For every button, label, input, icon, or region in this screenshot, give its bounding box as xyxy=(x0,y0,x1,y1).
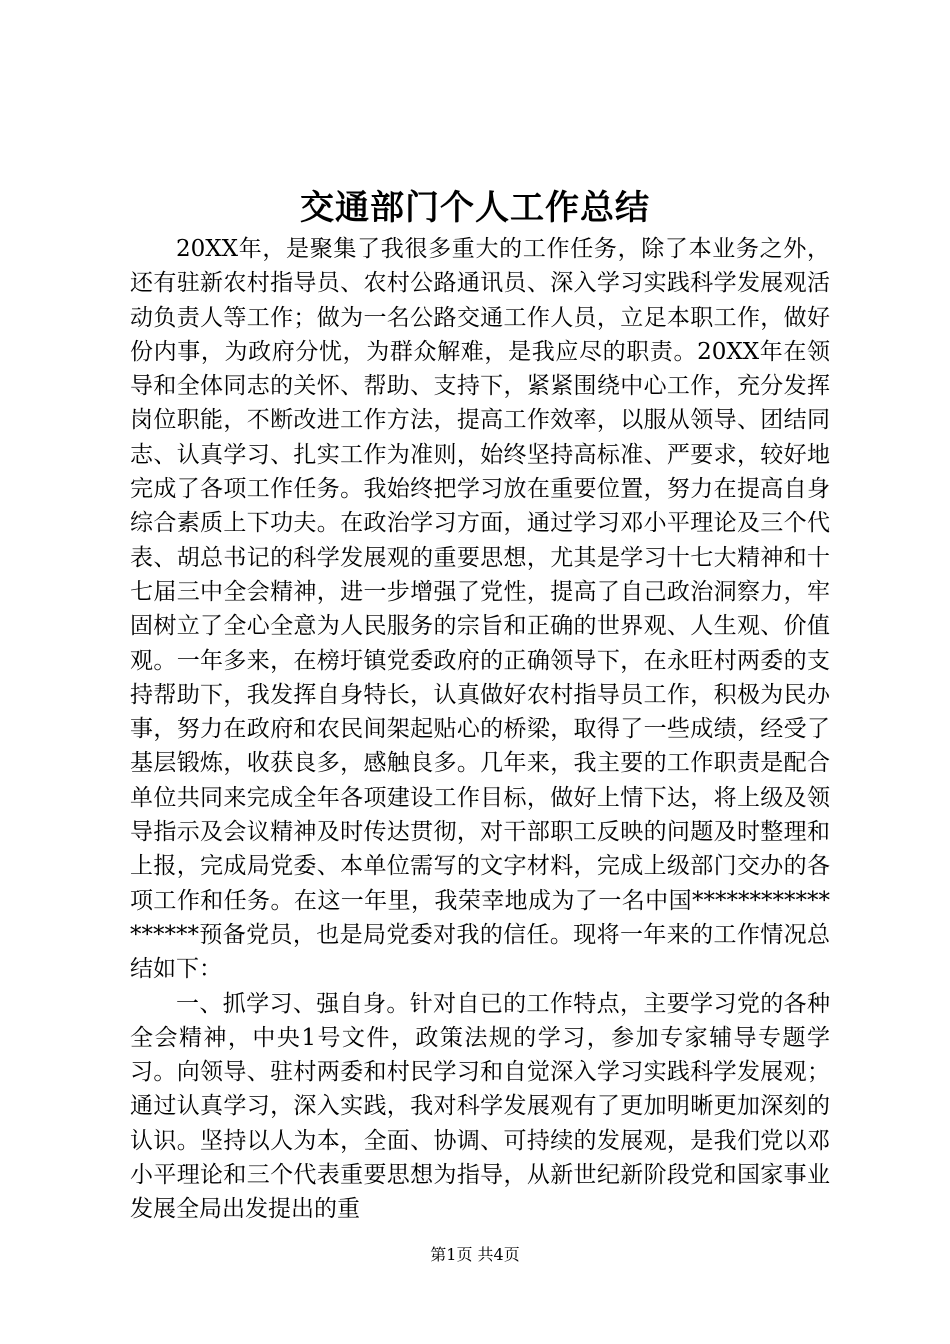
paragraph-intro: 20XX年，是聚集了我很多重大的工作任务，除了本业务之外，还有驻新农村指导员、农村公路通讯员、深入学习实践科学发展观活动负责人等工作；做为一名公路交通工作人员，立足本职工作，做好份内事，为政府分忧，为群众解难，是我应尽的职责。20XX年在领导和全体同志的关怀、帮助、支持下，紧紧围绕中心工作，充分发挥岗位职能，不断改进工作方法，提高工作效率，以服从领导、团结同志、认真学习、扎实工作为准则，始终坚持高标准、严要求，较好地完成了各项工作任务。我始终把学习放在重要位置，努力在提高自身综合素质上下功夫。在政治学习方面，通过学习邓小平理论及三个代表、胡总书记的科学发展观的重要思想，尤其是学习十七大精神和十七届三中全会精神，进一步增强了党性，提高了自己政治洞察力，牢固树立了全心全意为人民服务的宗旨和正确的世界观、人生观、价值观。一年多来，在榜圩镇党委政府的正确领导下，在永旺村两委的支持帮助下，我发挥自身特长，认真做好农村指导员工作，积极为民办事，努力在政府和农民间架起贴心的桥梁，取得了一些成绩，经受了基层锻炼，收获良多，感触良多。几年来，我主要的工作职责是配合单位共同来完成全年各项建设工作目标，做好上情下达，将上级及领导指示及会议精神及时传达贯彻，对干部职工反映的问题及时整理和上报，完成局党委、本单位需写的文字材料，完成上级部门交办的各项工作和任务。在这一年里，我荣幸地成为了一名中国******************预备党员，也是局党委对我的信任。现将一年来的工作情况总结如下： xyxy=(130,236,830,983)
paragraph-section-one: 一、抓学习、强自身。针对自已的工作特点，主要学习党的各种全会精神，中央1号文件，政策法规的学习，参加专家辅导专题学习。向领导、驻村两委和村民学习和自觉深入学习实践科学发展观；通过认真学习，深入实践，我对科学发展观有了更加明晰更加深刻的认识。坚持以人为本，全面、协调、可持续的发展观，是我们党以邓小平理论和三个代表重要思想为指导，从新世纪新阶段党和国家事业发展全局出发提出的重 xyxy=(130,990,830,1223)
document-title: 交通部门个人工作总结 xyxy=(300,188,650,228)
document-body xyxy=(130,232,830,1227)
page-number-footer: 第1页 共4页 xyxy=(430,1245,520,1264)
